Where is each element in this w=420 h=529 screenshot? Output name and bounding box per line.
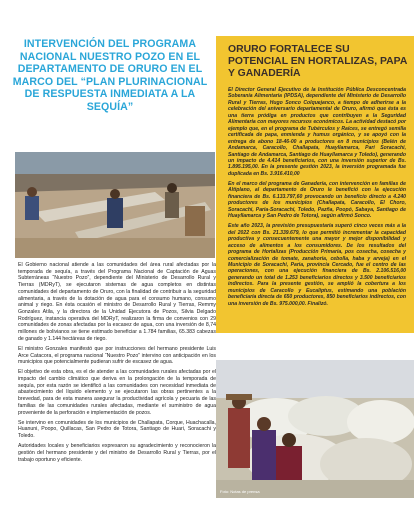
left-paragraph: El Gobierno nacional atiende a las comunidades del área rural afectadas por la temporada de sequía, a través del Programa Nacional de Captación de Aguas Subterráneas “Nuestro Pozo”, dependiente del Ministerio de Desarrollo Rural y Tierras (MDRyT), se ejecutaron sistemas de agua completos en distintas comunidades del departamento de Oruro, con la finalidad de contribuir a la seguridad alimentaria, a través de la dotación de agua para el consumo humano, consumo animal y riego. En ésta ocasión el ministro de Desarrollo Rural y Tierras, Remmy Gonzales Atila, y la directora de la Unidad Ejecutora de Pozos, Silvia Delgado Rodríguez, instancia operativa del MDRyT, realizaron la firma de convenios con 29 comunidades de zonas afectadas por la escasez de agua, con una inversión de 8,74 millones de bolivianos se tiene estimado beneficiar a 1.784 familias, 65.383 cabezas de ganado y 1.144 hectáreas de riego. <box>18 262 216 342</box>
well-drilling-photo <box>15 152 215 258</box>
left-paragraph: El ministro Gonzales manifestó que por instrucciones del hermano presidente Luis Arce Catacora, el programa nacional “Nuestro Pozo” intervino con anticipación en los municipios que potencialmente pudieran sufrir de escasez de agua. <box>18 345 216 366</box>
left-paragraph: Se intervino en comunidades de los municipios de Challapata, Corque, Huachacalla, Huanuni, Poopo, Quillacas, San Pedro de Totora, Santiago de Huari, Soracachi y Toledo. <box>18 419 216 440</box>
left-paragraph: El objetivo de esta obra, es el de atender a las comunidades rurales afectadas por el impacto del cambio climático que deriva en la prolongación de la temporada de sequía, por esta razón se identificó a las comunidades con necesidad inmediata de abastecimiento del líquido elemento y se ejecutaron las obras pertinentes a la brevedad, para de esta manera asegurar la productividad agrícola y pecuaria de las familias de las comunidades rurales afectadas, mediante el suministro de agua proveniente de la perforación e implementación de pozos. <box>18 369 216 416</box>
right-article-body <box>228 87 406 311</box>
right-paragraph: En el marco del programa de Ganadería, con intervención en familias de Altiplano, al departamento de Oruro le benefició con la ejecución financiera de Bs. 6.133.797,60 provocando un beneficio directo a 4.240 productores de los municipios (Challapata, Caracollo, El Choro, Soracachi, Paria-Soracachi, Toledo, Pazña, Poopó, Sabaya, Santiago de Huayllamarca y San Pedro de Totora), según afirmó Sonco. <box>228 180 406 220</box>
right-paragraph: Este año 2023, la previsión presupuestaria superó cinco veces más a la del 2022 con Bs. 21.339.679, lo que permitió incrementar la capacidad productiva y consecuentemente una mayor y mejor disponibilidad y acceso de alimentos a los consumidores. De los resultados del programa de Hortalizas (Producción Primaria, pos cosecha, cosecha y comercialización de tomate, zanahoria, cebolla, haba y arveja) en el Municipio de Soracachi, Paria, provincia Cercado, fue el centro de las operaciones, con una ejecución financiera de Bs. 2.106.516,00 generando un total de 1.253 beneficiarios directos y 3.500 beneficiarios indirectos. Para la presente gestión, se amplió la cobertura a los municipios de Caracollo y Eucaliptus, estimando una población beneficiaria directa de 650 productores, 850 beneficiarios indirectos, con una inversión de Bs. 975.000,00. Finalizó. <box>228 223 406 307</box>
left-article-title: INTERVENCIÓN DEL PROGRAMA NACIONAL NUESTRO POZO EN EL DEPARTAMENTO DE ORURO EN EL MARCO DEL “PLAN PLURINACIONAL DE RESPUESTA INMEDIATA A LA SEQUÍA” <box>12 38 208 113</box>
produce-market-photo <box>216 360 414 498</box>
right-paragraph: El Director General Ejecutivo de la Institución Pública Desconcentrada Soberanía Alimentaria (IPDSA), dependiente del Ministerio de Desarrollo Rural y Tierras, Hugo Sonco Colquejanco, a tiempo de adherirse a la celebración del aniversario departamental de Oruro, afirmó que ésta es una tierra pródiga en productos que contribuyen a la Seguridad Alimentaria con mayores recursos económicos. La actividad destacó por ejemplo que, en el programa de Tubérculos y Raíces, se entregó semilla certificada de papa, enmienda y humus orgánico, y se apoyó con la entrega de abono 18-46-00 a productores en 8 municipios (Belén de Andamarca, Caracollo, Challapata, Huayllamarca, Pari Soracachi, Santiago de Andamarca, Santiago de Huayllamarca y Toledo), generando un impacto de 4.414 beneficiarios, con una inversión superior de Bs. 1.895.195,00. En la presente gestión 2023, la inversión programada fue duplicada en Bs. 3.916.410,00 <box>228 87 406 177</box>
right-article-title: ORURO FORTALECE SU POTENCIAL EN HORTALIZAS, PAPA Y GANADERÍA <box>228 44 407 80</box>
left-paragraph: Autoridades locales y beneficiarios expresaron su agradecimiento y reconocieron la gestión del hermano presidente y del ministro de Desarrollo Rural y Tierras, por el trabajo oportuno y eficiente. <box>18 443 216 463</box>
left-article-body <box>18 262 216 467</box>
left-article-header <box>10 38 210 114</box>
photo-caption: Foto: Notas de prensa <box>220 489 260 494</box>
